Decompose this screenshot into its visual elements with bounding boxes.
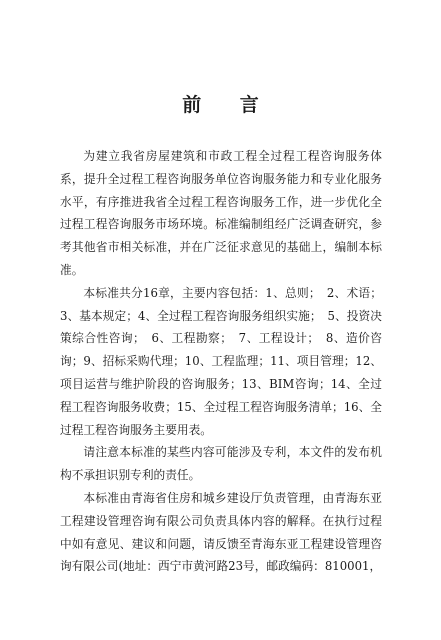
paragraph-management: 本标准由青海省住房和城乡建设厅负责管理，由青海东亚工程建设管理咨询有限公司负责具体内容的解释。在执行过程中如有意见、建议和问题，请反馈至青海东亚工程建设管理咨询有限公司(地址：西宁市黄河路23号，邮政编码：810001， xyxy=(60,490,382,574)
document-body xyxy=(60,145,382,578)
paragraph-patent-notice: 请注意本标准的某些内容可能涉及专利，本文件的发布机构不承担识别专利的责任。 xyxy=(60,445,382,483)
paragraph-contents: 本标准共分16章，主要内容包括：1、总则； 2、术语；3、基本规定；4、全过程工程咨询服务组织实施； 5、投资决策综合性咨询； 6、工程勘察； 7、工程设计； 8、造价咨询；9、招标采购代理；10、工程监理；11、项目管理；12、项目运营与维护阶段的咨询服务；13、BIM咨询；14、全过程工程咨询服务收费；15、全过程工程咨询服务清单；16、全过程工程咨询服务主要用表。 xyxy=(60,285,382,437)
paragraph-purpose: 为建立我省房屋建筑和市政工程全过程工程咨询服务体系，提升全过程工程咨询服务单位咨询服务能力和专业化服务水平，有序推进我省全过程工程咨询服务工作，进一步优化全过程工程咨询服务市场环境。标准编制组经广泛调查研究，参考其他省市相关标准，并在广泛征求意见的基础上，编制本标准。 xyxy=(60,149,382,277)
page-title: 前 言 xyxy=(182,94,275,116)
